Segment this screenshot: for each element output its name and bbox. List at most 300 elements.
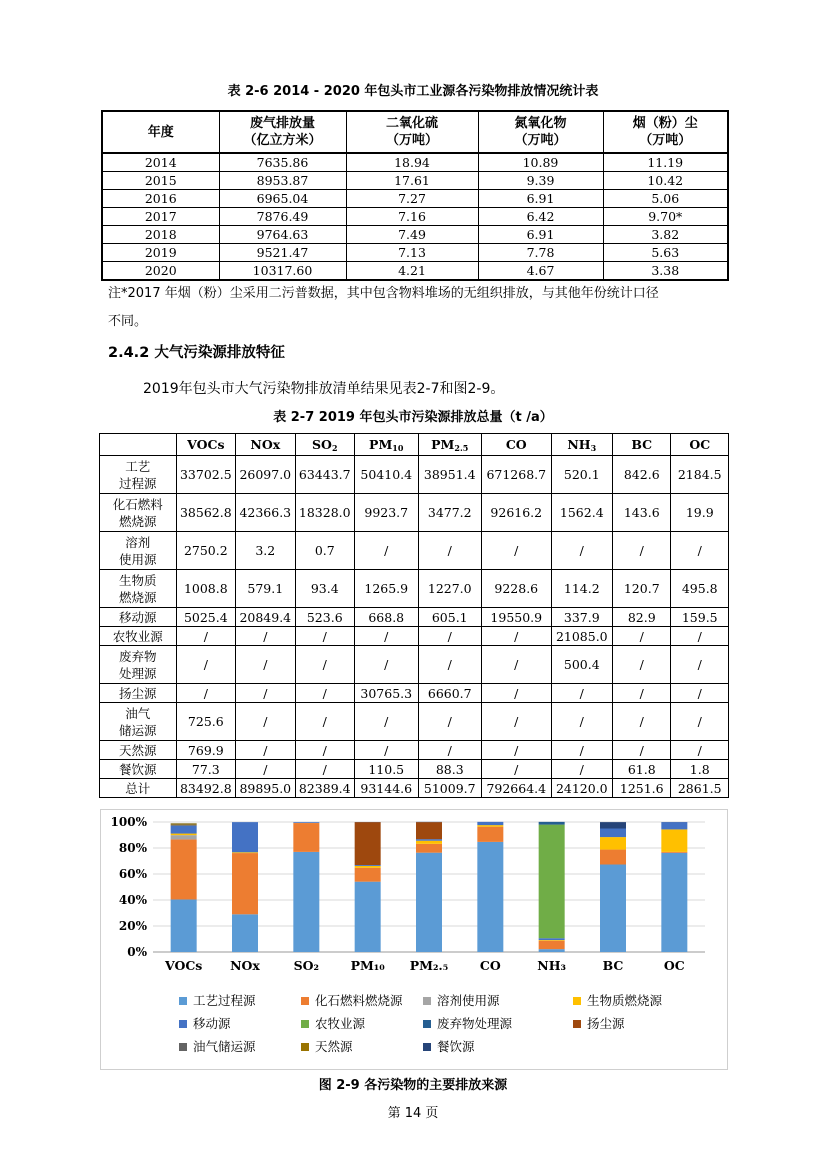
section-heading: 2.4.2 大气污染源排放特征 [108, 345, 285, 361]
table-row [100, 646, 729, 684]
table1-cell: 2015 [102, 172, 219, 190]
table1-header-line: 烟（粉）尘 [632, 116, 698, 131]
table2-cell: 337.9 [551, 608, 612, 627]
table2-cell: 495.8 [671, 570, 729, 608]
table2-cell: 725.6 [176, 703, 235, 741]
bar-segment [355, 865, 381, 866]
table2-row-label [100, 456, 177, 494]
bar-segment [539, 822, 565, 825]
table1-cell: 6965.04 [219, 190, 346, 208]
table-row [100, 456, 729, 494]
x-tick-label: OC [663, 958, 685, 973]
table1-header-line: （万吨） [514, 133, 567, 148]
table2-row-label-line: 化石燃料 [112, 496, 163, 512]
table1-cell: 7876.49 [219, 208, 346, 226]
table2-cell: 1.8 [671, 760, 729, 779]
table2-cell: / [551, 684, 612, 703]
table2-cell: 143.6 [613, 494, 671, 532]
pollution-source-table [99, 433, 729, 798]
bar-segment [293, 822, 319, 823]
table2-cell: 2184.5 [671, 456, 729, 494]
table2-cell: 24120.0 [551, 779, 612, 798]
table2-row-label-line: 工艺 [125, 458, 151, 474]
table1-cell: 2014 [102, 153, 219, 172]
table1-cell: 3.82 [603, 226, 728, 244]
table2-row-label [100, 684, 177, 703]
table-row [100, 532, 729, 570]
table1-header-1 [219, 111, 346, 153]
bar-segment [539, 825, 565, 939]
table1-cell: 6.42 [478, 208, 603, 226]
y-tick-label: 40% [118, 893, 147, 907]
table2-cell: 671268.7 [482, 456, 552, 494]
table2-cell: / [482, 741, 552, 760]
table1-cell: 18.94 [346, 153, 478, 172]
y-tick-label: 20% [118, 919, 147, 933]
table2-cell: 88.3 [418, 760, 482, 779]
table2-cell: / [551, 760, 612, 779]
x-tick-label: CO [479, 958, 501, 973]
table1-cell: 2017 [102, 208, 219, 226]
table2-header-5 [482, 434, 552, 456]
table2-cell: 2861.5 [671, 779, 729, 798]
table2-cell: 93.4 [295, 570, 354, 608]
table2-cell: 500.4 [551, 646, 612, 684]
bar-segment [539, 938, 565, 940]
table2-cell: / [295, 703, 354, 741]
bar-segment [355, 882, 381, 952]
chart-frame [100, 809, 728, 1070]
table2-header-3 [355, 434, 419, 456]
table2-header-sub: 2.5 [454, 442, 469, 453]
legend-label: 移动源 [193, 1016, 231, 1031]
bar-segment [232, 822, 258, 852]
table2-cell: / [355, 646, 419, 684]
table2-cell: 159.5 [671, 608, 729, 627]
table-row [100, 494, 729, 532]
table1-cell: 11.19 [603, 153, 728, 172]
page-number: 第 14 页 [387, 1106, 439, 1121]
table2-cell: / [613, 684, 671, 703]
table1-cell: 4.67 [478, 262, 603, 281]
bar-segment [600, 822, 626, 828]
table2-header-sub: 2 [331, 442, 338, 453]
legend-swatch [573, 997, 581, 1005]
table2-cell: 82389.4 [295, 779, 354, 798]
table2-cell: / [671, 532, 729, 570]
table2-cell: / [671, 741, 729, 760]
table2-cell: / [671, 703, 729, 741]
bar-segment [661, 829, 687, 851]
bar-segment [355, 866, 381, 868]
table2-cell: 26097.0 [236, 456, 295, 494]
table2-row-label [100, 608, 177, 627]
table1-header-row [102, 111, 728, 153]
x-tick-label: PM₁₀ [350, 958, 385, 973]
table-row [100, 627, 729, 646]
table2-row-label-line: 储运源 [119, 722, 157, 738]
x-tick-label: SO₂ [293, 958, 320, 973]
table2-row-label-line: 溶剂 [125, 534, 151, 550]
table1-header-line: 氮氧化物 [514, 116, 567, 131]
industrial-emissions-table [101, 110, 729, 281]
bar-segment [539, 940, 565, 941]
table2-cell: / [613, 703, 671, 741]
table2-cell: 1265.9 [355, 570, 419, 608]
table2-row-label-line: 使用源 [119, 551, 157, 567]
bar-segment [293, 852, 319, 952]
legend-swatch [573, 1020, 581, 1028]
table2-header-8 [671, 434, 729, 456]
table1-cell: 5.63 [603, 244, 728, 262]
legend-swatch [423, 997, 431, 1005]
table1-cell: 17.61 [346, 172, 478, 190]
table2-header-2 [295, 434, 354, 456]
legend-swatch [301, 1020, 309, 1028]
y-tick-label: 60% [118, 867, 147, 881]
table2-cell: 19550.9 [482, 608, 552, 627]
table2-cell: / [418, 646, 482, 684]
table2-row-label [100, 760, 177, 779]
table1-cell: 4.21 [346, 262, 478, 281]
legend-label: 废弃物处理源 [437, 1016, 513, 1031]
table1-cell: 2019 [102, 244, 219, 262]
table2-header-sub: 3 [590, 442, 597, 453]
bar-segment [600, 829, 626, 838]
table1-cell: 9.70* [603, 208, 728, 226]
table2-header-0 [176, 434, 235, 456]
table2-row-label [100, 532, 177, 570]
table2-header-main: NH [567, 436, 591, 452]
table2-cell: / [236, 760, 295, 779]
table2-header-main: VOCs [187, 437, 225, 452]
table-row [100, 779, 729, 798]
table2-cell: 1251.6 [613, 779, 671, 798]
table2-cell: 579.1 [236, 570, 295, 608]
table2-header-sub: 10 [392, 442, 404, 453]
bar-segment [355, 868, 381, 882]
table2-row-label-line: 燃烧源 [119, 589, 157, 605]
table1-cell: 6.91 [478, 226, 603, 244]
table2-row-label-line: 生物质 [119, 572, 157, 588]
legend-label: 化石燃料燃烧源 [315, 993, 403, 1008]
table2-row-label-line: 废弃物 [119, 648, 157, 664]
x-tick-label: NOx [230, 958, 260, 973]
table2-row-label [100, 741, 177, 760]
table2-cell: 605.1 [418, 608, 482, 627]
table2-cell: 668.8 [355, 608, 419, 627]
bar-segment [171, 839, 197, 899]
table1-header-2 [346, 111, 478, 153]
bar-segment [477, 822, 503, 825]
table-row [100, 760, 729, 779]
table2-cell: / [613, 646, 671, 684]
table2-cell: / [671, 684, 729, 703]
table2-row-label-line: 处理源 [119, 665, 157, 681]
table2-cell: / [482, 646, 552, 684]
table2-cell: 30765.3 [355, 684, 419, 703]
table2-row-label-line: 天然源 [119, 742, 157, 758]
table2-cell: 9923.7 [355, 494, 419, 532]
table-row [100, 703, 729, 741]
table2-cell: / [482, 627, 552, 646]
table2-cell: / [418, 703, 482, 741]
bar-segment [171, 826, 197, 834]
table2-row-label-line: 扬尘源 [119, 685, 157, 701]
table1-note-line2: 不同。 [108, 314, 148, 329]
table1-header-line: （万吨） [639, 133, 692, 148]
legend-label: 生物质燃烧源 [587, 993, 663, 1008]
table2-row-label [100, 570, 177, 608]
legend-swatch [301, 1043, 309, 1051]
bar-segment [293, 823, 319, 852]
bar-segment [232, 853, 258, 914]
table-row [102, 226, 728, 244]
bar-segment [355, 822, 381, 865]
table2-cell: 83492.8 [176, 779, 235, 798]
bar-segment [416, 844, 442, 853]
table2-cell: 20849.4 [236, 608, 295, 627]
bar-segment [232, 852, 258, 853]
bar-segment [661, 822, 687, 829]
bar-segment [171, 834, 197, 836]
table1-cell: 10317.60 [219, 262, 346, 281]
table1-cell: 2020 [102, 262, 219, 281]
table2-cell: / [295, 627, 354, 646]
table2-row-label-line: 总计 [125, 780, 151, 796]
table2-cell: / [295, 741, 354, 760]
table2-row-label-line: 过程源 [119, 475, 157, 491]
table2-cell: 520.1 [551, 456, 612, 494]
table1-header-3 [478, 111, 603, 153]
table2-cell: 89895.0 [236, 779, 295, 798]
y-tick-label: 100% [110, 815, 147, 829]
legend-swatch [301, 997, 309, 1005]
table2-cell: / [236, 684, 295, 703]
bar-segment [661, 853, 687, 952]
table2-cell: / [671, 646, 729, 684]
table2-cell: 792664.4 [482, 779, 552, 798]
bar-segment [661, 852, 687, 853]
table2-row-label [100, 703, 177, 741]
table2-header-6 [551, 434, 612, 456]
table2-cell: / [295, 684, 354, 703]
table2-header-main: NOx [250, 437, 281, 452]
table2-row-label [100, 779, 177, 798]
table2-cell: / [236, 646, 295, 684]
table2-cell: 9228.6 [482, 570, 552, 608]
table2-cell: 842.6 [613, 456, 671, 494]
table2-cell: 3.2 [236, 532, 295, 570]
table2-cell: / [355, 741, 419, 760]
table-row [100, 570, 729, 608]
bar-segment [600, 850, 626, 865]
table1-cell: 5.06 [603, 190, 728, 208]
legend-label: 溶剂使用源 [437, 993, 500, 1008]
bar-segment [416, 839, 442, 841]
y-tick-label: 80% [118, 841, 147, 855]
table1-header-line: （万吨） [385, 133, 438, 148]
table1-cell: 8953.87 [219, 172, 346, 190]
x-tick-label: BC [602, 958, 624, 973]
table1-cell: 7.27 [346, 190, 478, 208]
table2-row-label-line: 油气 [125, 705, 151, 721]
legend-label: 扬尘源 [587, 1016, 625, 1031]
table2-row-label-line: 餐饮源 [119, 761, 157, 777]
table2-cell: / [355, 703, 419, 741]
table2-cell: 5025.4 [176, 608, 235, 627]
legend-label: 工艺过程源 [193, 993, 256, 1008]
bar-segment [477, 842, 503, 952]
table2-cell: / [418, 627, 482, 646]
bar-segment [171, 825, 197, 826]
table-row [102, 244, 728, 262]
table-row [102, 172, 728, 190]
bar-segment [539, 941, 565, 949]
table2-cell: 50410.4 [355, 456, 419, 494]
table2-cell: 3477.2 [418, 494, 482, 532]
table1-header-line: 二氧化硫 [385, 116, 438, 131]
table2-cell: / [176, 684, 235, 703]
table2-cell: / [551, 532, 612, 570]
table2-cell: / [176, 627, 235, 646]
bar-segment [416, 853, 442, 952]
table-row [102, 262, 728, 281]
table2-cell: 2750.2 [176, 532, 235, 570]
bar-segment [477, 825, 503, 827]
table2-cell: / [613, 741, 671, 760]
table1-cell: 7.49 [346, 226, 478, 244]
bar-segment [600, 837, 626, 849]
table2-cell: 523.6 [295, 608, 354, 627]
table2-cell: 1562.4 [551, 494, 612, 532]
table1-caption: 表 2-6 2014 - 2020 年包头市工业源各污染物排放情况统计表 [227, 84, 599, 99]
legend-label: 餐饮源 [437, 1039, 475, 1054]
table2-cell: / [551, 741, 612, 760]
table1-cell: 9521.47 [219, 244, 346, 262]
table2-cell: / [355, 532, 419, 570]
table1-cell: 7.16 [346, 208, 478, 226]
table2-cell: / [295, 760, 354, 779]
table1-cell: 7635.86 [219, 153, 346, 172]
table2-header-4 [418, 434, 482, 456]
table2-row-label [100, 627, 177, 646]
table2-cell: 19.9 [671, 494, 729, 532]
bar-segment [600, 865, 626, 952]
table2-cell: 82.9 [613, 608, 671, 627]
table2-cell: 38562.8 [176, 494, 235, 532]
table2-header-corner [100, 434, 177, 456]
table2-cell: / [295, 646, 354, 684]
table2-caption: 表 2-7 2019 年包头市污染源排放总量（t /a） [273, 410, 553, 425]
table2-cell: 77.3 [176, 760, 235, 779]
legend-swatch [179, 1043, 187, 1051]
table2-cell: 92616.2 [482, 494, 552, 532]
table2-cell: 18328.0 [295, 494, 354, 532]
table2-header-main: PM [431, 436, 455, 452]
table2-cell: 33702.5 [176, 456, 235, 494]
table2-row-label [100, 494, 177, 532]
bar-segment [416, 822, 442, 839]
table2-row-label-line: 移动源 [119, 609, 157, 625]
x-tick-label: VOCs [164, 958, 203, 973]
table2-cell: 769.9 [176, 741, 235, 760]
table2-cell: 42366.3 [236, 494, 295, 532]
table1-cell: 7.13 [346, 244, 478, 262]
table2-cell: 63443.7 [295, 456, 354, 494]
table2-cell: 120.7 [613, 570, 671, 608]
table2-header-main: BC [631, 437, 653, 452]
table1-cell: 2018 [102, 226, 219, 244]
table1-cell: 6.91 [478, 190, 603, 208]
legend-swatch [423, 1043, 431, 1051]
table-row [100, 741, 729, 760]
table2-cell: / [551, 703, 612, 741]
table2-header-main: OC [689, 437, 711, 452]
table2-cell: 38951.4 [418, 456, 482, 494]
table2-header-main: CO [505, 437, 527, 452]
table2-header-row [100, 434, 729, 456]
table1-header-line: 废气排放量 [249, 116, 315, 131]
bar-segment [171, 899, 197, 952]
table1-cell: 7.78 [478, 244, 603, 262]
table2-cell: 6660.7 [418, 684, 482, 703]
table1-cell: 3.38 [603, 262, 728, 281]
table2-cell: / [176, 646, 235, 684]
legend-label: 油气储运源 [193, 1039, 256, 1054]
table1-cell: 9764.63 [219, 226, 346, 244]
table2-header-7 [613, 434, 671, 456]
table2-cell: 1227.0 [418, 570, 482, 608]
bar-segment [539, 949, 565, 952]
x-tick-label: PM₂.₅ [409, 958, 449, 973]
table2-cell: 110.5 [355, 760, 419, 779]
bar-segment [416, 841, 442, 844]
bar-segment [171, 835, 197, 839]
table2-cell: / [613, 532, 671, 570]
bar-segment [232, 914, 258, 952]
table1-header-0 [102, 111, 219, 153]
table2-row-label [100, 646, 177, 684]
table2-cell: / [418, 741, 482, 760]
table2-header-main: SO [312, 436, 332, 452]
table2-cell: 21085.0 [551, 627, 612, 646]
bar-segment [477, 827, 503, 842]
table1-header-line: 年度 [147, 124, 174, 140]
table1-header-4 [603, 111, 728, 153]
table2-cell: / [482, 760, 552, 779]
legend-swatch [179, 997, 187, 1005]
y-tick-label: 0% [127, 945, 147, 959]
table2-cell: 61.8 [613, 760, 671, 779]
table2-row-label-line: 燃烧源 [119, 513, 157, 529]
table2-cell: / [355, 627, 419, 646]
table2-cell: / [613, 627, 671, 646]
table2-cell: / [482, 684, 552, 703]
table-row [102, 190, 728, 208]
table2-cell: / [671, 627, 729, 646]
x-tick-label: NH₃ [537, 958, 567, 973]
legend-swatch [179, 1020, 187, 1028]
legend-swatch [423, 1020, 431, 1028]
legend-label: 农牧业源 [315, 1016, 366, 1031]
table2-cell: 93144.6 [355, 779, 419, 798]
table-row [100, 608, 729, 627]
table1-cell: 10.42 [603, 172, 728, 190]
bar-segment [171, 823, 197, 824]
table2-header-main: PM [369, 436, 393, 452]
table2-cell: 0.7 [295, 532, 354, 570]
